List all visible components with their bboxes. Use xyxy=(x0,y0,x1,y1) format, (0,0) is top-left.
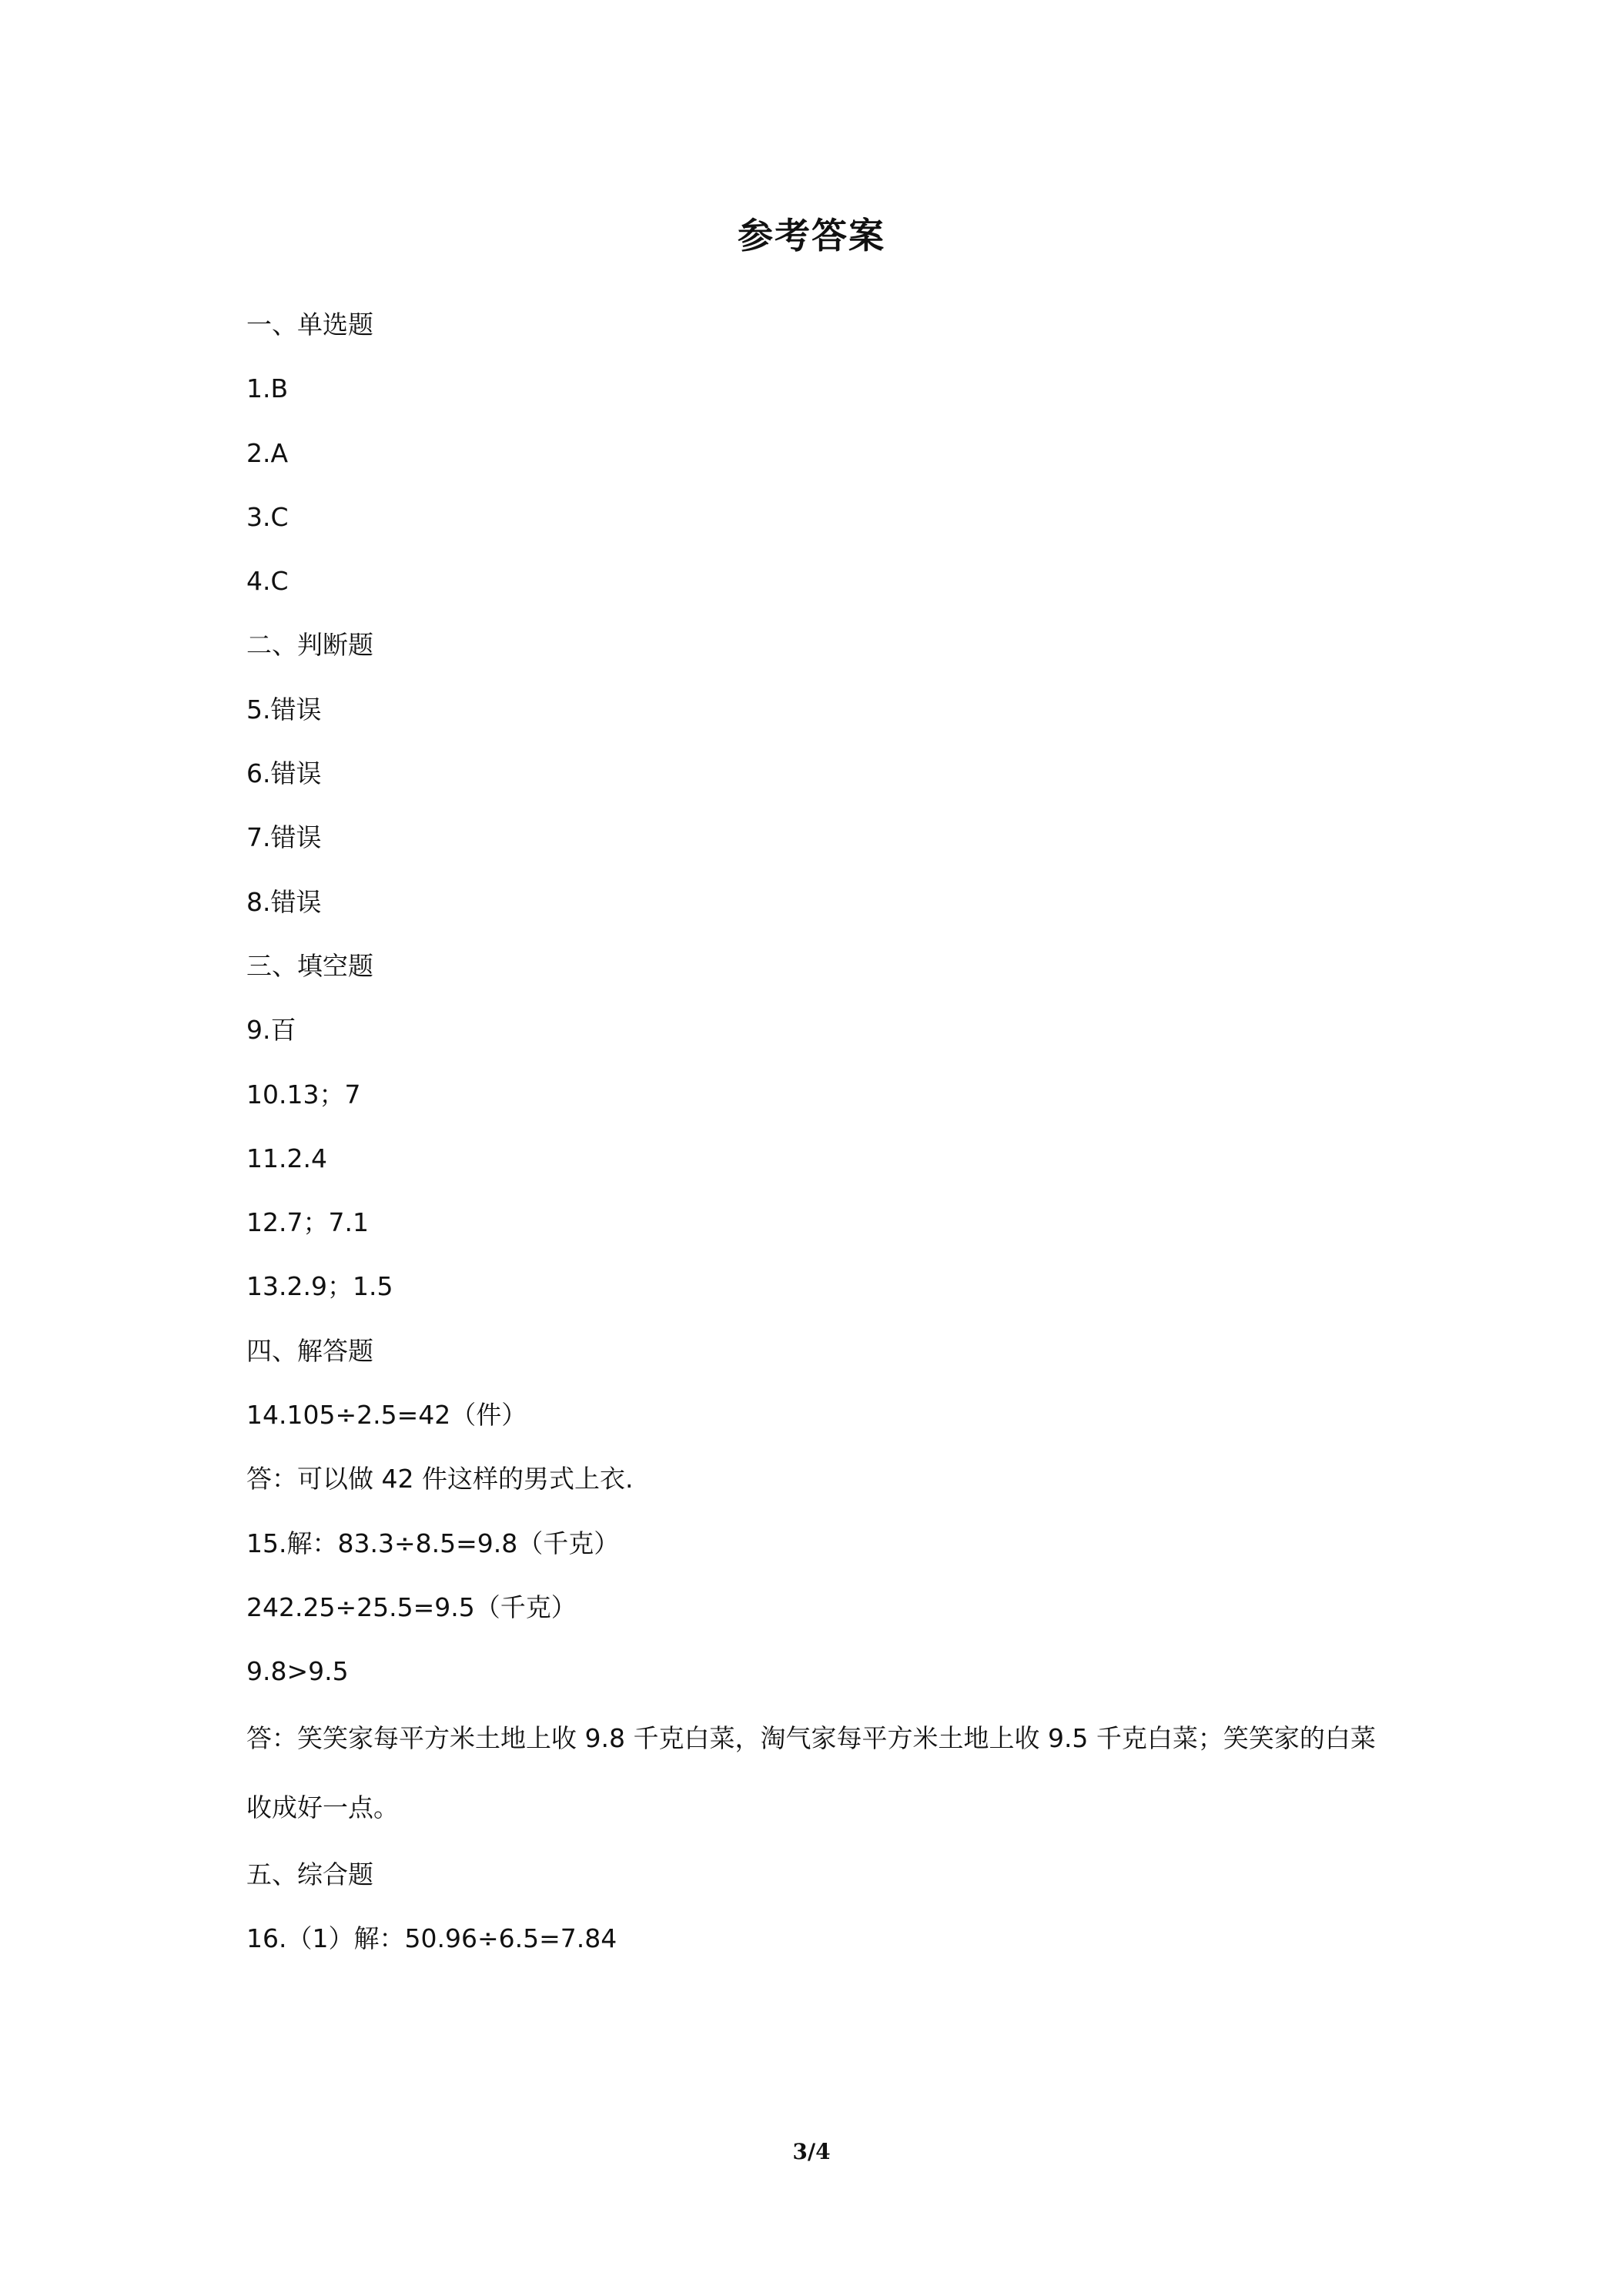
answer-7: 7.错误 xyxy=(246,822,322,853)
answer-13: 13.2.9；1.5 xyxy=(246,1271,393,1302)
answer-9: 9.百 xyxy=(246,1015,296,1046)
answer-14-calc: 14.105÷2.5=42（件） xyxy=(246,1400,527,1431)
answer-14-response: 答：可以做 42 件这样的男式上衣. xyxy=(246,1464,634,1494)
answer-6: 6.错误 xyxy=(246,758,322,789)
answer-3: 3.C xyxy=(246,501,289,532)
page-title: 参考答案 xyxy=(738,215,885,256)
answer-4: 4.C xyxy=(246,566,289,597)
answer-10: 10.13；7 xyxy=(246,1079,361,1110)
section-heading-fill-blank: 三、填空题 xyxy=(246,950,373,981)
answer-11: 11.2.4 xyxy=(246,1143,327,1173)
section-heading-single-choice: 一、单选题 xyxy=(246,310,373,340)
page-number: 3/4 xyxy=(792,2139,831,2164)
section-heading-solution: 四、解答题 xyxy=(246,1335,373,1366)
section-heading-true-false: 二、判断题 xyxy=(246,630,373,661)
answer-15-compare: 9.8>9.5 xyxy=(246,1656,349,1687)
answer-16-part-1: 16.（1）解：50.96÷6.5=7.84 xyxy=(246,1923,617,1953)
answer-list xyxy=(246,293,1386,1970)
answer-15-calc-1: 15.解：83.3÷8.5=9.8（千克） xyxy=(246,1528,620,1558)
answer-2: 2.A xyxy=(246,437,289,468)
answer-15-response: 答：笑笑家每平方米土地上收 9.8 千克白菜，淘气家每平方米土地上收 9.5 千克白菜；笑笑家的白菜收成好一点。 xyxy=(246,1722,1376,1822)
answer-1: 1.B xyxy=(246,373,289,404)
answer-8: 8.错误 xyxy=(246,886,322,917)
answer-15-calc-2: 242.25÷25.5=9.5（千克） xyxy=(246,1591,577,1622)
answer-5: 5.错误 xyxy=(246,694,322,725)
answer-12: 12.7；7.1 xyxy=(246,1207,369,1238)
section-heading-comprehensive: 五、综合题 xyxy=(246,1859,373,1889)
